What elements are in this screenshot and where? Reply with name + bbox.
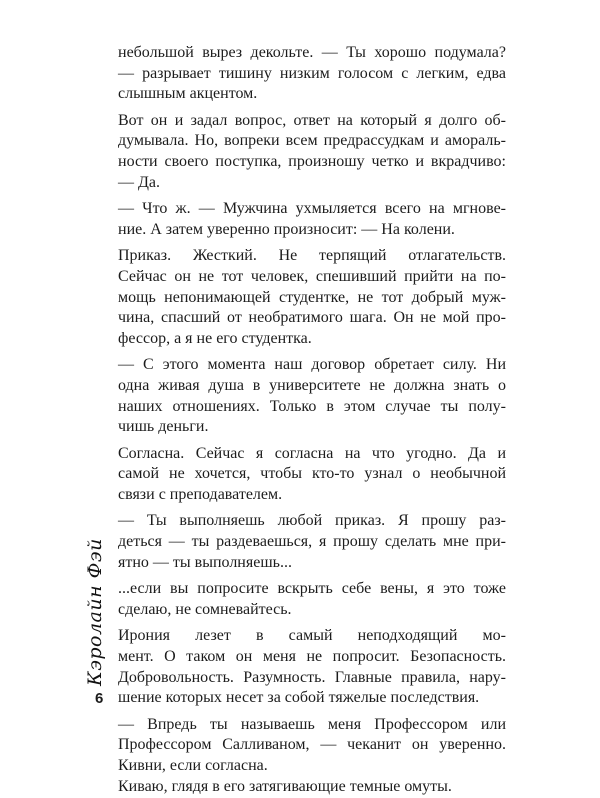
author-signature (66, 536, 106, 686)
text-line: — Ты выполняешь любой приказ. Я прошу раз- (118, 512, 506, 530)
text-line: Вот он и задал вопрос, ответ на который я долго об- (118, 111, 506, 129)
paragraph-6 (118, 445, 506, 507)
page-number: 6 (95, 690, 104, 707)
paragraph-10 (118, 716, 506, 778)
text-line: слышным акцентом. (118, 85, 258, 103)
text-line: наших отношениях. Только в этом случае ты полу- (118, 397, 506, 415)
text-line: мент. О таком он меня не попросит. Безопасность. (118, 648, 506, 666)
text-line: ...если вы попросите вскрыть себе вены, я это тоже (118, 580, 506, 598)
text-line: Согласна. Сейчас я согласна на что угодно. Да и (118, 444, 506, 462)
text-line: мощь непонимающей студентке, не тот добрый муж- (118, 288, 506, 306)
text-line: Профессором Салливаном, — чеканит он уверенно. (118, 736, 506, 754)
text-line: ние. А затем уверенно произносит: — На колени. (118, 220, 455, 238)
paragraph-8 (118, 580, 506, 621)
text-line: небольшой вырез декольте. — Ты хорошо подумала? (118, 44, 506, 61)
text-line: самой не хочется, чтобы кто-то узнал о необычной (118, 465, 506, 483)
author-signature-text: Кэролайн Фэй (84, 538, 106, 686)
text-line: думывала. Но, вопреки всем предрассудкам и амораль- (118, 132, 506, 150)
body-text (118, 44, 506, 798)
text-line: ности своего поступка, произношу четко и вкрадчиво: (118, 152, 506, 170)
paragraph-3 (118, 200, 506, 241)
paragraph-11 (118, 778, 506, 798)
paragraph-9 (118, 627, 506, 709)
text-line: — разрывает тишину низким голосом с легким, едва (118, 64, 506, 82)
paragraph-7 (118, 512, 506, 574)
text-line: Ирония лезет в самый неподходящий мо- (118, 627, 506, 645)
text-line: связи с преподавателем. (118, 485, 283, 503)
text-line: — Да. (118, 173, 161, 191)
text-line: ятно — ты выполняешь... (118, 553, 292, 571)
paragraph-1 (118, 44, 506, 106)
paragraph-5 (118, 356, 506, 438)
text-line: одна живая душа в университете не должна знать о (118, 376, 506, 394)
text-line: Киваю, глядя в его затягивающие темные омуты. (118, 777, 452, 795)
text-line: фессор, а я не его студентка. (118, 329, 312, 347)
text-line: чишь деньги. (118, 418, 209, 436)
paragraph-2 (118, 112, 506, 194)
text-line: шение которых несет за собой тяжелые последствия. (118, 689, 480, 707)
paragraph-4 (118, 247, 506, 350)
text-line: Добровольность. Разумность. Главные правила, нару- (118, 668, 506, 686)
text-line: — Впредь ты называешь меня Профессором или (118, 715, 506, 733)
text-line: деться — ты раздеваешься, я прошу сделать мне при- (118, 533, 506, 551)
text-line: — С этого момента наш договор обретает силу. Ни (118, 356, 506, 374)
text-line: чина, спасший от необратимого шага. Он не мой про- (118, 309, 506, 327)
text-line: Кивни, если согласна. (118, 757, 268, 774)
text-line: Приказ. Жесткий. Не терпящий отлагательств. (118, 247, 506, 265)
text-line: Сейчас он не тот человек, спешивший прийти на по- (118, 267, 506, 285)
text-line: сделаю, не сомневайтесь. (118, 600, 292, 618)
text-line: — Что ж. — Мужчина ухмыляется всего на мгнове- (118, 200, 506, 218)
